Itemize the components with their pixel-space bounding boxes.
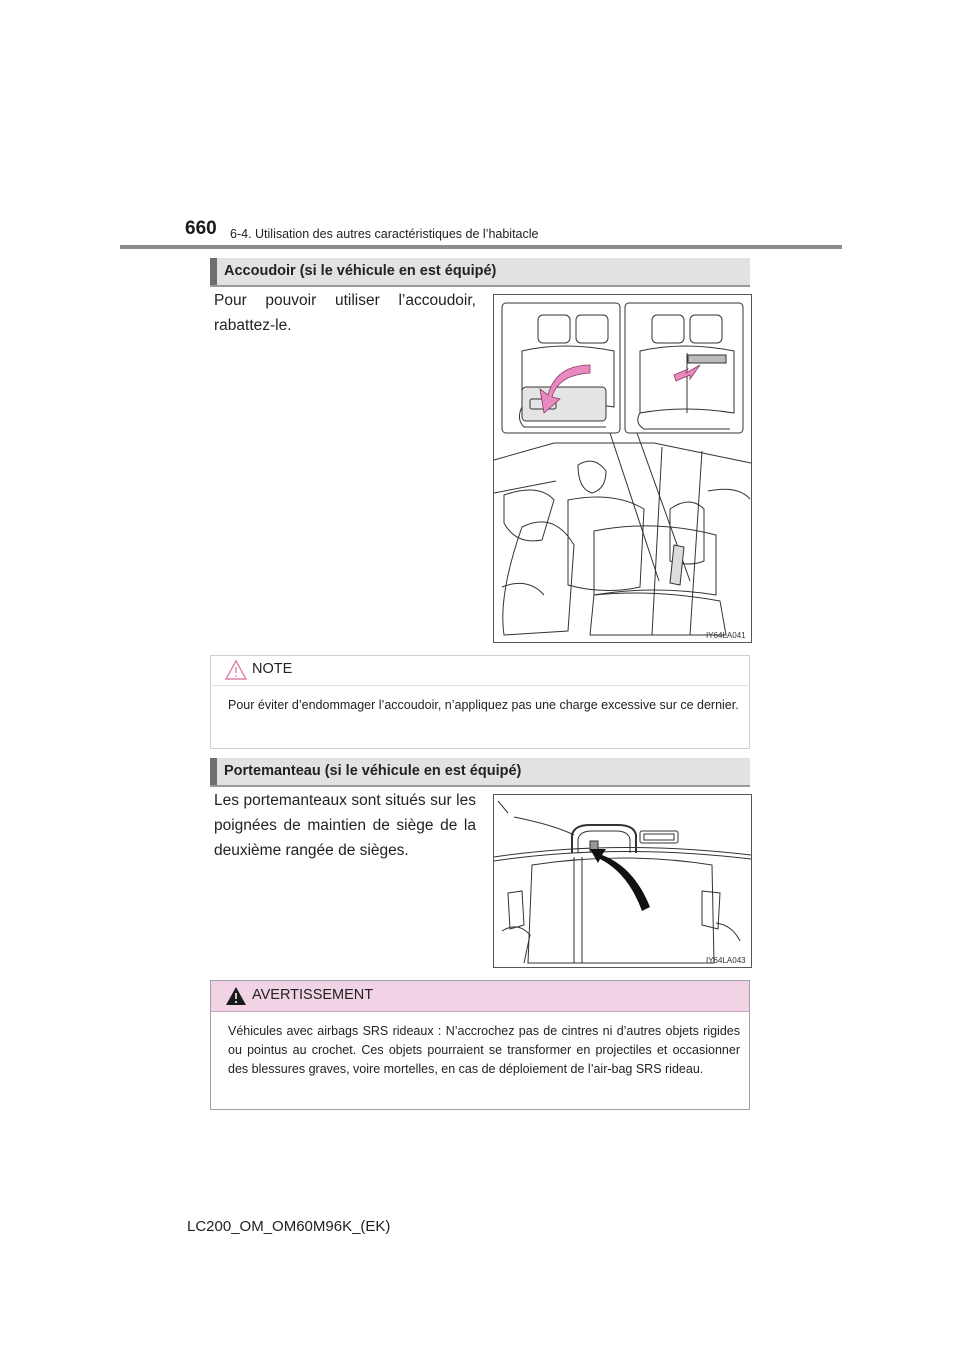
warning-triangle-icon	[224, 985, 248, 1012]
figure-code: IY64LA041	[706, 631, 746, 640]
header-divider	[120, 245, 842, 249]
section-heading-bar	[210, 258, 217, 285]
figure-code: IY64LA043	[706, 956, 746, 965]
note-text: Pour éviter d’endommager l’accoudoir, n’appliquez pas une charge excessive sur ce dernier.	[228, 698, 739, 712]
document-code: LC200_OM_OM60M96K_(EK)	[187, 1218, 391, 1235]
section-heading-armrest	[210, 258, 750, 287]
section-heading-text: Portemanteau (si le véhicule en est équipé)	[224, 763, 522, 779]
caution-triangle-icon	[224, 659, 248, 686]
note-divider	[210, 685, 750, 686]
section-heading-bar	[210, 758, 217, 785]
section-heading-coat-hook	[210, 758, 750, 787]
armrest-drawing	[494, 295, 751, 642]
coat-hook-illustration	[493, 794, 752, 968]
coat-hook-description: Les portemanteaux sont situés sur les poignées de maintien de siège de la deuxième rangée de sièges.	[214, 792, 476, 859]
chapter-title: 6-4. Utilisation des autres caractéristiques de l’habitacle	[230, 227, 539, 241]
warning-title: AVERTISSEMENT	[252, 987, 374, 1003]
coat-hook-drawing	[494, 795, 751, 967]
warning-text: Véhicules avec airbags SRS rideaux : N’accrochez pas de cintres ni d’autres objets rigides ou pointus au crochet. Ces objets pourraient se transformer en projectiles et occasionner des blessures graves, voire mortelles, en cas de déploiement de l’air-bag SRS rideau.	[228, 1024, 740, 1076]
section-heading-text: Accoudoir (si le véhicule en est équipé)	[224, 263, 497, 279]
page-number: 660	[185, 218, 217, 239]
note-title: NOTE	[252, 661, 293, 677]
armrest-instruction: Pour pouvoir utiliser l’accoudoir, rabattez-le.	[214, 292, 476, 334]
armrest-illustration	[493, 294, 752, 643]
